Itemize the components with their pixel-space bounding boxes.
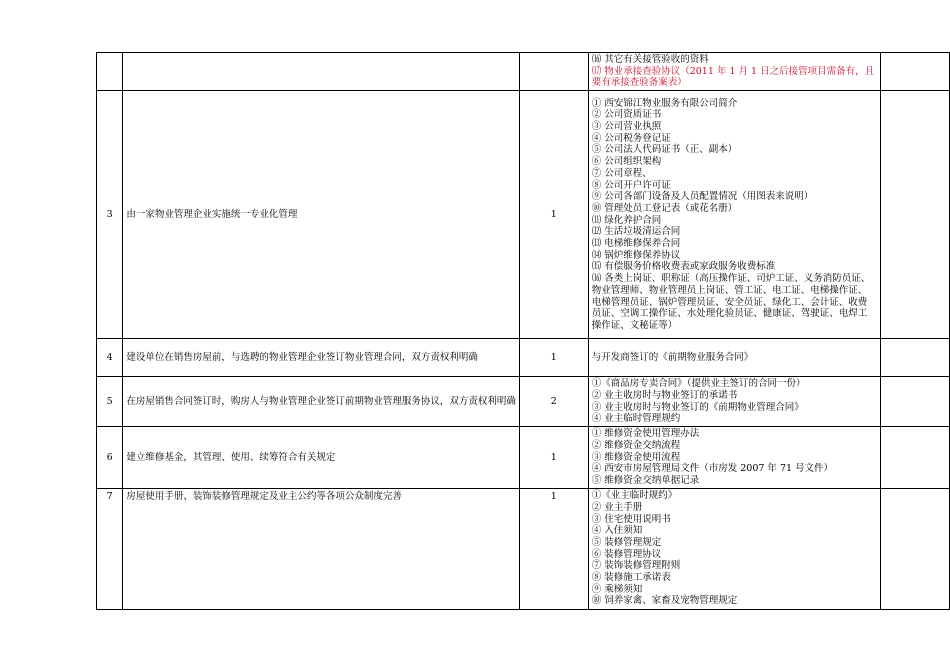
remark-cell <box>880 488 950 609</box>
score-cell: 1 <box>519 339 588 377</box>
remark-cell <box>880 377 950 427</box>
remark-cell <box>880 91 950 339</box>
list-item: ⒀ 电梯维修保养合同 <box>591 238 681 250</box>
list-item: ⑨ 公司各部门设备及人员配置情况（用图表来说明） <box>591 191 814 203</box>
list-item: 与开发商签订的《前期物业服务合同》 <box>591 351 754 363</box>
list-item: ② 维修资金交纳流程 <box>591 439 681 451</box>
list-item: ⒄ 物业承接查验协议（2011 年 1 月 1 日之后接管项目需备有，且要有承接查验备案表） <box>591 65 875 89</box>
document-list <box>592 53 877 90</box>
requirement-cell: 由一家物业管理企业实施统一专业化管理 <box>123 91 520 339</box>
row-number-cell: 4 <box>97 339 123 377</box>
list-item: ④ 西安市房屋管理局文件（市房发 2007 年 71 号文件） <box>591 463 834 475</box>
checklist-table-body <box>97 53 950 610</box>
list-item: ② 公司资质证书 <box>591 109 662 121</box>
row-number-cell: 5 <box>97 377 123 427</box>
list-item: ② 业主收房时与物业签订的承诺书 <box>591 389 738 401</box>
requirement-cell: 建设单位在销售房屋前，与选聘的物业管理企业签订物业管理合同，双方责权利明确 <box>123 339 520 377</box>
list-item: ⑦ 装饰装修管理附则 <box>591 560 681 572</box>
requirement-cell: 房屋使用手册、装饰装修管理规定及业主公约等各项公众制度完善 <box>123 488 520 609</box>
list-item: ① 西安锦江物业服务有限公司简介 <box>591 97 738 109</box>
list-item: ⑨ 乘梯须知 <box>591 583 643 595</box>
document-list-cell <box>588 53 880 91</box>
list-item: ⒂ 有偿服务价格收费表或家政服务收费标准 <box>591 261 776 273</box>
document-list-cell <box>588 488 880 609</box>
list-item: ①《业主临时规约》 <box>591 490 678 502</box>
list-item: ⑤ 维修资金交纳单据记录 <box>591 474 700 486</box>
requirement-cell <box>123 53 520 91</box>
table-row <box>97 427 950 489</box>
document-list-cell <box>588 339 880 377</box>
list-item: ③ 公司营业执照 <box>591 120 662 132</box>
document-list <box>592 427 877 488</box>
list-item: ⑧ 公司开户许可证 <box>591 179 671 191</box>
remark-cell <box>880 53 950 91</box>
row-number-cell: 7 <box>97 488 123 609</box>
table-row <box>97 377 950 427</box>
document-list <box>592 97 877 333</box>
table-row <box>97 91 950 339</box>
list-item: ② 业主手册 <box>591 501 643 513</box>
list-item: ⒁ 锅炉维修保养协议 <box>591 249 681 261</box>
score-cell: 1 <box>519 488 588 609</box>
list-item: ③ 业主收房时与物业签订的《前期物业管理合同》 <box>591 401 804 413</box>
remark-cell <box>880 427 950 489</box>
table-row <box>97 488 950 609</box>
list-item: ③ 住宅使用说明书 <box>591 513 671 525</box>
row-number-cell <box>97 53 123 91</box>
remark-cell <box>880 339 950 377</box>
list-item: ④ 业主临时管理规约 <box>591 413 681 425</box>
score-cell: 1 <box>519 427 588 489</box>
list-item: ⑤ 公司法人代码证书（正、副本） <box>591 144 738 156</box>
score-cell <box>519 53 588 91</box>
list-item: ①《商品房专卖合同》（提供业主签订的合同一份） <box>591 378 806 390</box>
score-cell: 1 <box>519 91 588 339</box>
document-list <box>592 377 877 426</box>
list-item: ⑦ 公司章程、 <box>591 167 652 179</box>
requirement-cell: 在房屋销售合同签订时，购房人与物业管理企业签订前期物业管理服务协议，双方责权利明确 <box>123 377 520 427</box>
list-item: ④ 公司税务登记证 <box>591 132 671 144</box>
row-number-cell: 3 <box>97 91 123 339</box>
requirement-cell: 建立维修基金，其管理、使用、续筹符合有关规定 <box>123 427 520 489</box>
list-item: ⑩ 饲养家禽、家畜及宠物管理规定 <box>591 595 738 607</box>
list-item: ⑿ 生活垃圾清运合同 <box>591 226 681 238</box>
list-item: ① 维修资金使用管理办法 <box>591 428 700 440</box>
list-item: ⑤ 装修管理规定 <box>591 536 662 548</box>
list-item: ⑧ 装修施工承诺表 <box>591 572 671 584</box>
list-item: ⑩ 管理处员工登记表（或花名册） <box>591 202 738 214</box>
row-number-cell: 6 <box>97 427 123 489</box>
document-list-cell <box>588 427 880 489</box>
list-item: ⑥ 公司组织架构 <box>591 156 662 168</box>
list-item: ⑥ 装修管理协议 <box>591 548 662 560</box>
document-list <box>592 489 877 608</box>
checklist-table <box>96 52 950 610</box>
list-item: ③ 维修资金使用流程 <box>591 451 681 463</box>
list-item: ⒃ 各类上岗证、职称证（高压操作证、司炉工证、义务消防员证、物业管理师、物业管理员上岗证、管工证、电工证、电梯操作证、电梯管理员证、锅炉管理员证、安全员证、绿化工、会计证、收费员证、空调工操作证、水处理化验员证、健康证、驾驶证、电焊工操作证、文秘证等） <box>591 273 871 331</box>
list-item: ⑾ 绿化养护合同 <box>591 214 662 226</box>
table-row <box>97 339 950 377</box>
table-row <box>97 53 950 91</box>
list-item: ④ 入住须知 <box>591 525 643 537</box>
document-list-cell <box>588 377 880 427</box>
document-list-cell <box>588 91 880 339</box>
list-item: ⒃ 其它有关接管验收的资料 <box>591 54 709 65</box>
document-list <box>592 351 877 365</box>
score-cell: 2 <box>519 377 588 427</box>
